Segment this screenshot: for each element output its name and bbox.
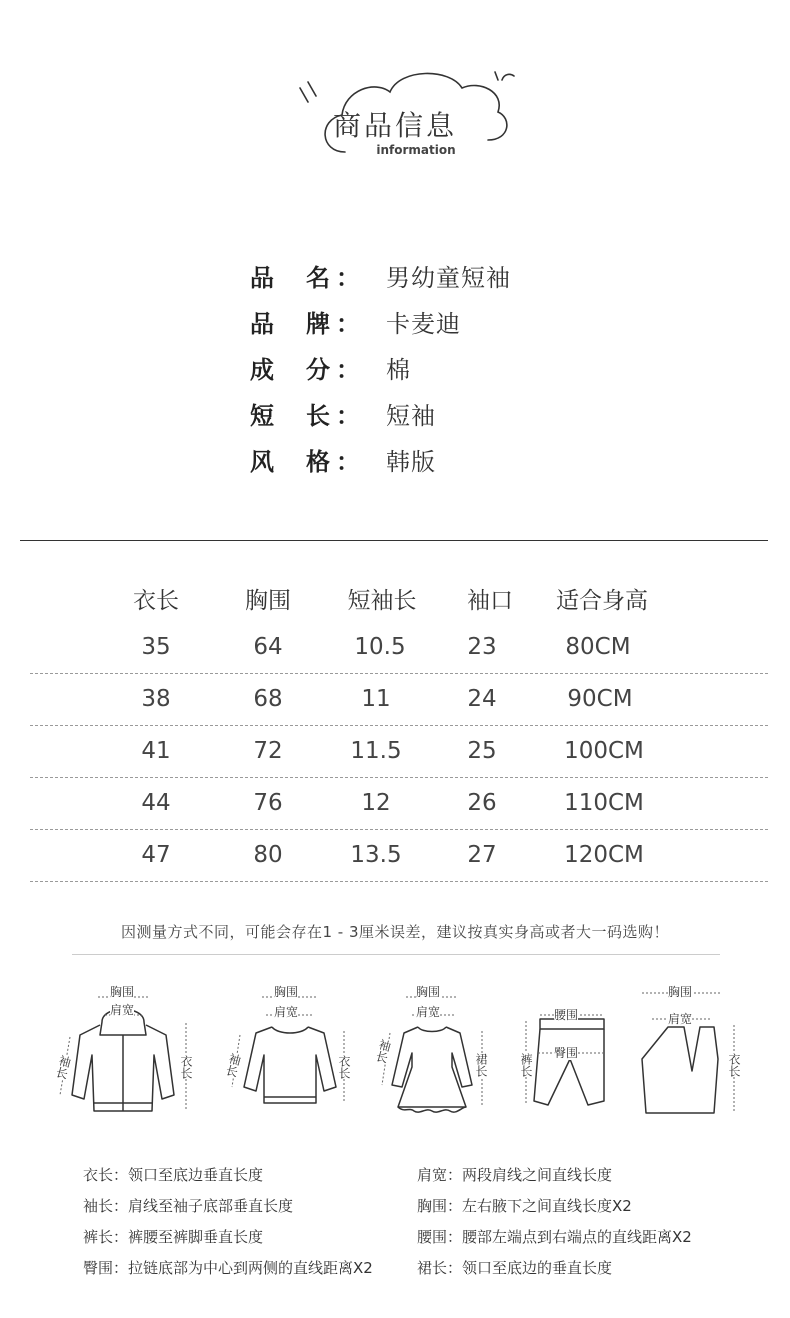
info-value: 男幼童短袖: [386, 264, 511, 292]
table-header-cell: 袖口: [467, 588, 513, 614]
table-cell: 35: [141, 634, 171, 660]
info-row-material: [250, 350, 610, 396]
info-colon: ：: [336, 310, 360, 338]
vest-icon: [638, 975, 750, 1125]
section-divider: [20, 540, 768, 541]
table-cell: 80: [253, 842, 283, 868]
definition-item: 袖长：肩线至袖子底部垂直长度: [83, 1197, 294, 1215]
length-label: 衣长: [727, 1053, 741, 1077]
info-row-name: [250, 258, 610, 304]
info-value: 韩版: [386, 448, 436, 476]
length-label: 衣长: [337, 1055, 351, 1079]
bust-label: 胸围: [110, 985, 135, 999]
table-header-cell: 衣长: [133, 588, 179, 614]
definition-item: 衣长：领口至底边垂直长度: [83, 1166, 264, 1184]
info-value: 卡麦迪: [386, 310, 461, 338]
table-cell: 64: [253, 634, 283, 660]
info-row-brand: [250, 304, 610, 350]
sleeve-label: 袖长: [53, 1053, 73, 1081]
jacket-diagram: [50, 975, 200, 1125]
definition-item: 臀围：拉链底部为中心到两侧的直线距离X2: [83, 1259, 373, 1277]
table-cell: 10.5: [354, 634, 406, 660]
info-value: 棉: [386, 356, 411, 384]
table-cell: 38: [141, 686, 171, 712]
sweater-diagram: [222, 975, 362, 1125]
table-cell: 100CM: [564, 738, 644, 764]
definition-item: 裙长：领口至底边的垂直长度: [417, 1259, 613, 1277]
size-table: [30, 578, 768, 882]
sleeve-label: 袖长: [223, 1051, 243, 1079]
info-row-length: [250, 396, 610, 442]
table-row: [30, 726, 768, 778]
info-colon: ：: [336, 264, 360, 292]
table-row: [30, 622, 768, 674]
table-row: [30, 674, 768, 726]
table-cell: 11.5: [350, 738, 402, 764]
shoulder-label: 肩宽: [668, 1012, 693, 1026]
info-label: 品 牌: [250, 310, 330, 338]
info-label: 品 名: [250, 264, 330, 292]
measurement-note: 因测量方式不同，可能会存在1 - 3厘米误差，建议按真实身高或者大一码选购！: [120, 923, 670, 941]
pants-diagram: [512, 975, 622, 1125]
sleeve-label: 袖长: [373, 1037, 393, 1065]
table-cell: 13.5: [350, 842, 402, 868]
info-colon: ：: [336, 356, 360, 384]
table-header: [30, 578, 768, 622]
shoulder-label: 肩宽: [416, 1005, 441, 1019]
dress-diagram: [370, 975, 500, 1125]
table-cell: 110CM: [564, 790, 644, 816]
table-cell: 23: [467, 634, 497, 660]
table-cell: 44: [141, 790, 171, 816]
table-cell: 90CM: [567, 686, 633, 712]
table-cell: 27: [467, 842, 497, 868]
shoulder-label: 肩宽: [110, 1003, 135, 1017]
table-row: [30, 830, 768, 882]
table-cell: 26: [467, 790, 497, 816]
info-colon: ：: [336, 402, 360, 430]
table-cell: 76: [253, 790, 283, 816]
waist-label: 腰围: [554, 1008, 579, 1022]
table-cell: 24: [467, 686, 497, 712]
info-label: 风 格: [250, 448, 330, 476]
length-label: 衣长: [179, 1055, 193, 1079]
info-row-style: [250, 442, 610, 488]
info-label: 成 分: [250, 356, 330, 384]
table-cell: 11: [361, 686, 391, 712]
table-cell: 120CM: [564, 842, 644, 868]
product-info: [250, 258, 610, 488]
table-header-cell: 适合身高: [556, 588, 648, 614]
table-cell: 68: [253, 686, 283, 712]
note-divider: [72, 954, 720, 955]
info-colon: ：: [336, 448, 360, 476]
shoulder-label: 肩宽: [274, 1005, 299, 1019]
hip-label: 臀围: [554, 1046, 579, 1060]
table-cell: 80CM: [565, 634, 631, 660]
info-value: 短袖: [386, 402, 436, 430]
bust-label: 胸围: [274, 985, 299, 999]
page-title: 商品信息: [332, 109, 457, 142]
definition-item: 肩宽：两段肩线之间直线长度: [417, 1166, 613, 1184]
definition-item: 裤长：裤腰至裤脚垂直长度: [83, 1228, 264, 1246]
vest-diagram: [638, 975, 750, 1125]
length-label: 裙长: [474, 1053, 488, 1077]
definition-item: 胸围：左右腋下之间直线长度X2: [417, 1197, 632, 1215]
garment-diagrams: [0, 975, 790, 1125]
table-cell: 25: [467, 738, 497, 764]
table-cell: 41: [141, 738, 171, 764]
info-label: 短 长: [250, 402, 330, 430]
table-cell: 47: [141, 842, 171, 868]
definition-item: 腰围：腰部左端点到右端点的直线距离X2: [417, 1228, 692, 1246]
bust-label: 胸围: [668, 985, 693, 999]
pant-length-label: 裤长: [519, 1053, 533, 1077]
header: [0, 0, 790, 200]
bust-label: 胸围: [416, 985, 441, 999]
table-row: [30, 778, 768, 830]
table-cell: 12: [361, 790, 391, 816]
page-subtitle: information: [376, 143, 456, 157]
table-header-cell: 胸围: [245, 588, 291, 614]
table-cell: 72: [253, 738, 283, 764]
table-header-cell: 短袖长: [347, 588, 417, 614]
